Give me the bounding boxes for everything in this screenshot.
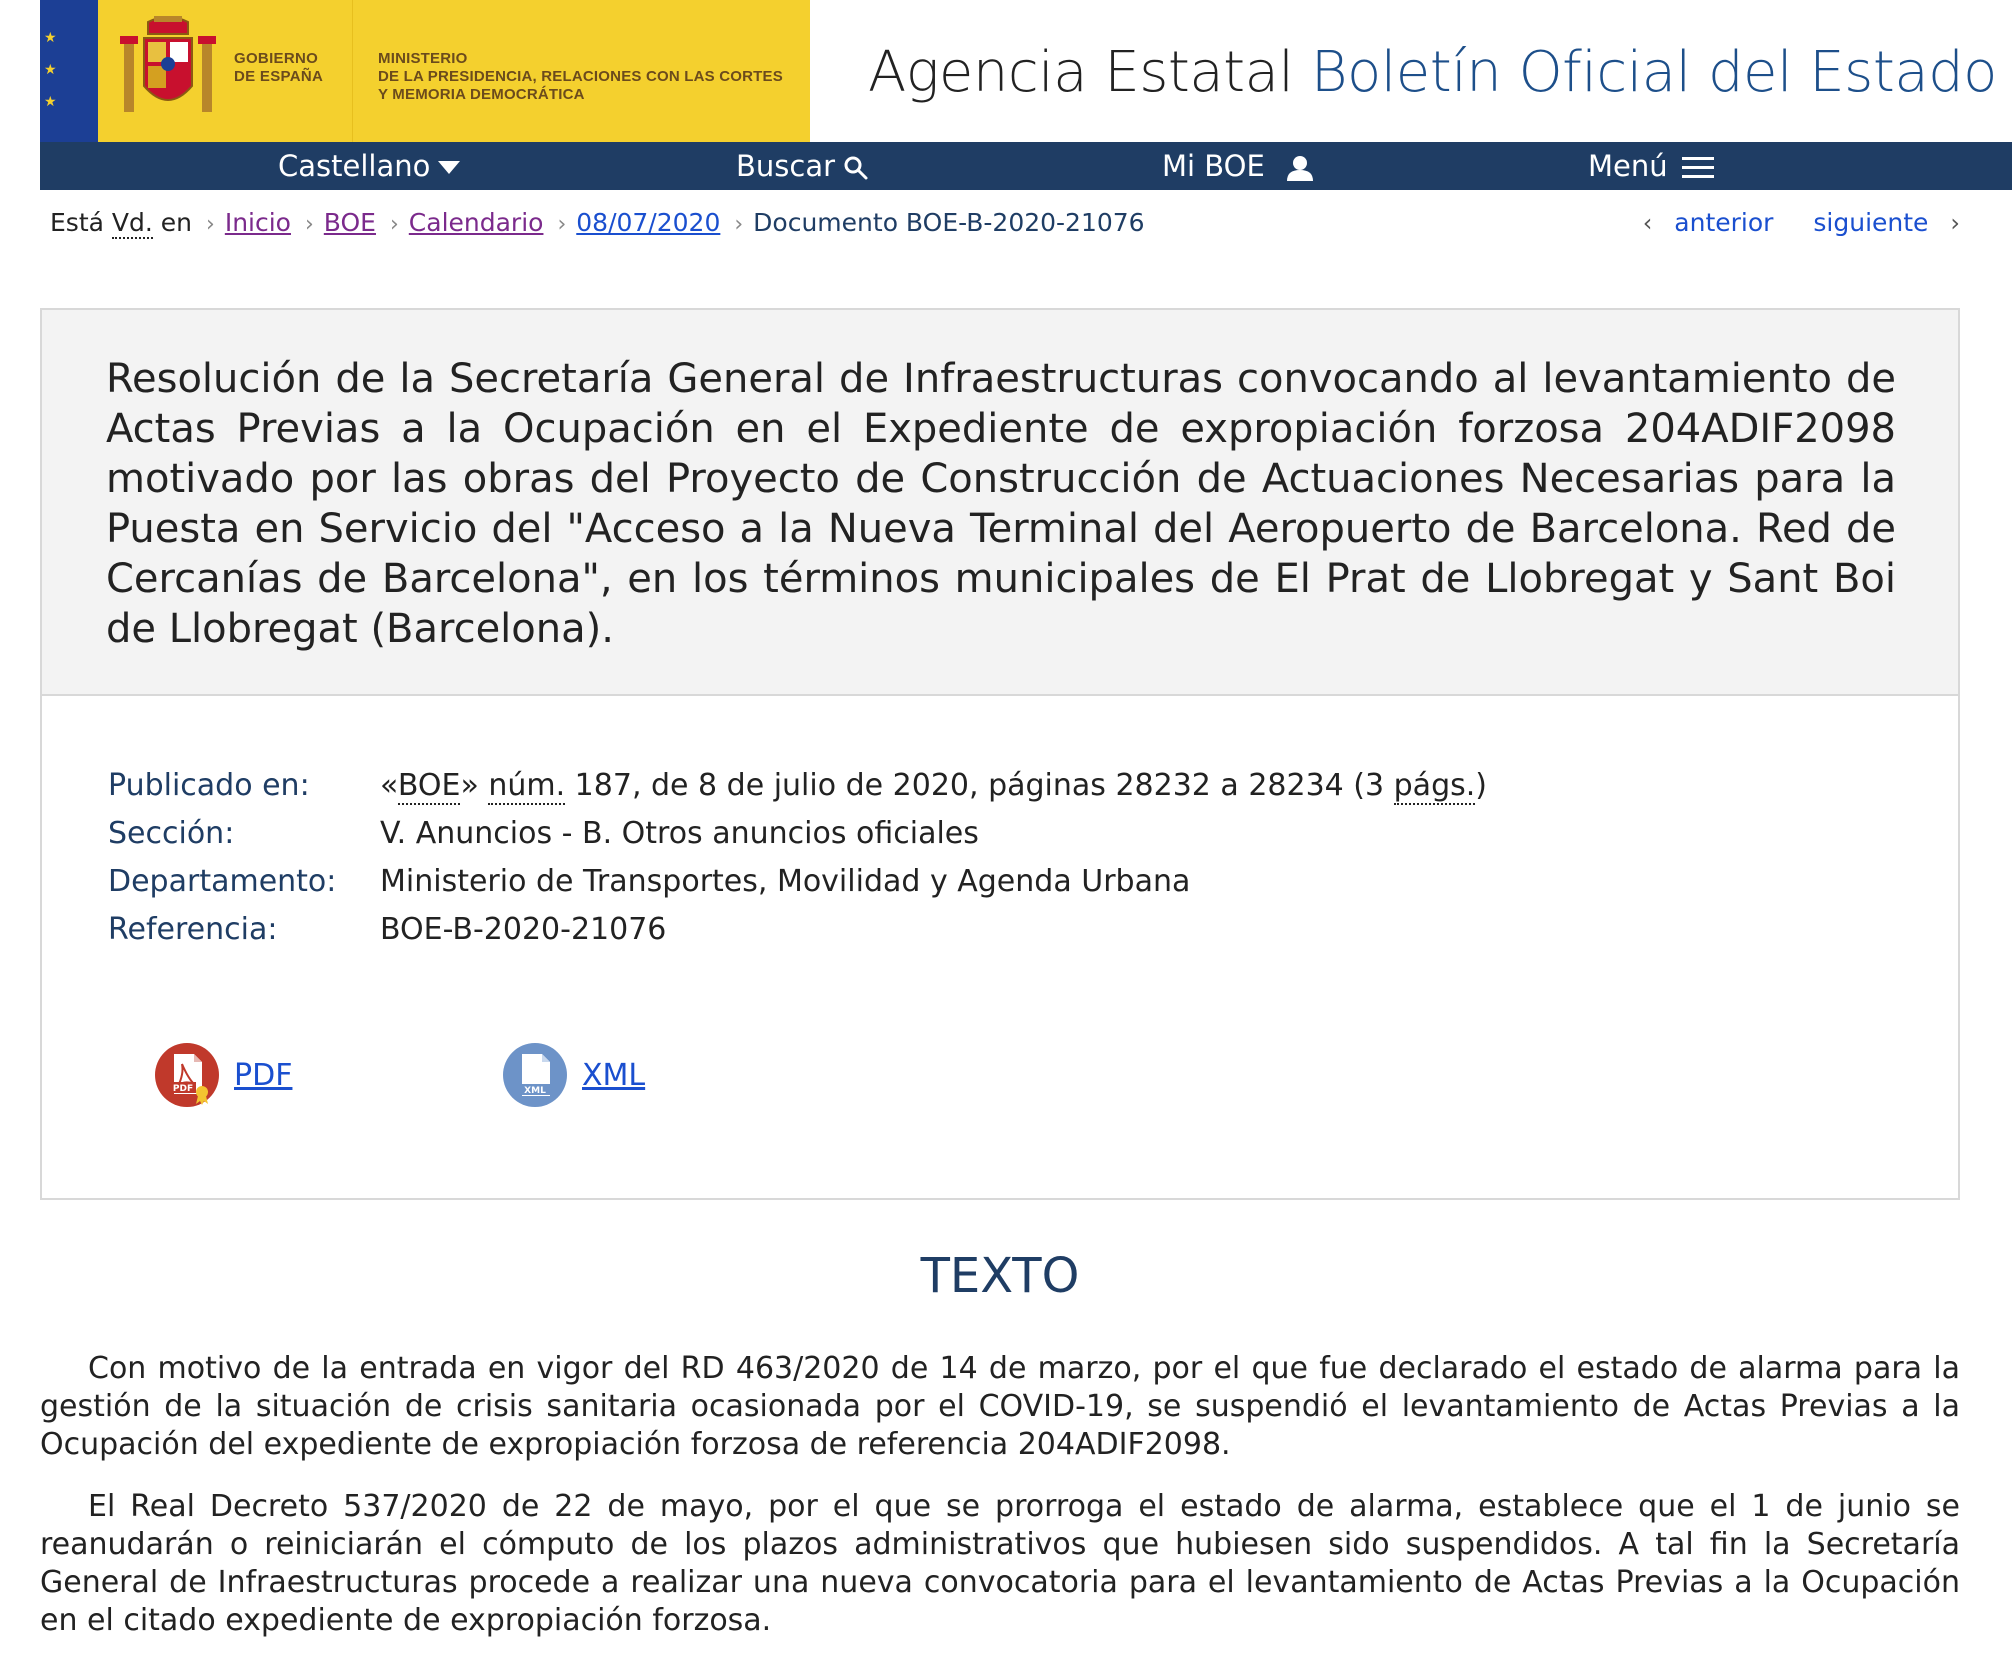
- meta-label: Departamento:: [108, 864, 337, 899]
- chevron-right-icon: ›: [304, 212, 314, 237]
- meta-label: Referencia:: [108, 912, 278, 947]
- chevron-right-icon: ›: [734, 212, 744, 237]
- caret-down-icon: [438, 161, 460, 175]
- document-metadata: [108, 762, 1487, 954]
- search-button[interactable]: Buscar: [736, 142, 869, 190]
- num-abbr: núm.: [488, 768, 566, 803]
- svg-text:PDF: PDF: [172, 1084, 194, 1094]
- meta-value-published: «BOE» núm. 187, de 8 de julio de 2020, páginas 28232 a 28234 (3 págs.): [380, 768, 1487, 803]
- site-header: [0, 0, 2012, 142]
- eu-flag-strip: [40, 0, 98, 142]
- document-title-panel: [42, 310, 1958, 696]
- breadcrumb-link-calendario[interactable]: Calendario: [408, 208, 544, 237]
- ministry-label: MINISTERIO DE LA PRESIDENCIA, RELACIONES CON LAS CORTES Y MEMORIA DEMOCRÁTICA: [378, 50, 783, 103]
- pdf-icon[interactable]: [154, 1042, 220, 1108]
- chevron-right-icon: ›: [557, 212, 567, 237]
- document-pager: [1643, 205, 1960, 241]
- meta-row-department: [108, 858, 1487, 906]
- meta-value-reference: BOE-B-2020-21076: [380, 912, 667, 947]
- previous-link[interactable]: anterior: [1674, 208, 1774, 237]
- boe-abbr: BOE: [397, 768, 461, 803]
- meta-row-published: [108, 762, 1487, 810]
- meta-value-section: V. Anuncios - B. Otros anuncios oficiales: [380, 816, 979, 851]
- chevron-right-icon: ›: [206, 212, 215, 237]
- agency-title-highlight: Boletín Oficial del Estado: [1310, 40, 1997, 105]
- document-title: Resolución de la Secretaría General de Infraestructuras convocando al levantamiento de Actas Previas a la Ocupación en el Expediente de expropiación forzosa 204ADIF2098 motivado por las obras del Proyecto de Construcción de Actuaciones Necesarias para la Puesta en Servicio del "Acceso a la Nueva Terminal del Aeropuerto de Barcelona. Red de Cercanías de Barcelona", en los términos municipales de El Prat de Llobregat y Sant Boi de Llobregat (Barcelona).: [106, 356, 1896, 652]
- star-icon: ★: [44, 30, 57, 46]
- download-xml[interactable]: [502, 1040, 645, 1110]
- text-paragraph: El Real Decreto 537/2020 de 22 de mayo, por el que se prorroga el estado de alarma, establece que el 1 de junio se reanudarán o reiniciarán el cómputo de los plazos administrativos que hubiesen sido suspendidos. A tal fin la Secretaría General de Infraestructuras procede a realizar una nueva convocatoria para el levantamiento de Actas Previas a la Ocupación en el citado expediente de expropiación forzosa.: [40, 1489, 1960, 1638]
- meta-value-department: Ministerio de Transportes, Movilidad y Agenda Urbana: [380, 864, 1191, 899]
- text-paragraph: Con motivo de la entrada en vigor del RD 463/2020 de 14 de marzo, por el que fue declarado el estado de alarma para la gestión de la situación de crisis sanitaria ocasionada por el COVID-19, se suspendió el levantamiento de Actas Previas a la Ocupación del expediente de expropiación forzosa de referencia 204ADIF2098.: [40, 1351, 1960, 1462]
- meta-label: Sección:: [108, 816, 235, 851]
- breadcrumb-link-boe[interactable]: BOE: [323, 208, 376, 237]
- chevron-right-icon: ›: [1950, 209, 1960, 237]
- pdf-link[interactable]: PDF: [234, 1057, 293, 1093]
- mi-boe-button[interactable]: Mi BOE: [1162, 142, 1317, 190]
- hamburger-menu-icon: [1682, 155, 1716, 181]
- document-summary: [40, 308, 1960, 1200]
- user-icon: [1283, 155, 1317, 181]
- government-label: GOBIERNO DE ESPAÑA: [234, 50, 324, 85]
- chevron-right-icon: ›: [389, 212, 399, 237]
- search-icon: [843, 155, 869, 181]
- breadcrumb: [50, 205, 1145, 241]
- meta-row-reference: [108, 906, 1487, 954]
- meta-label: Publicado en:: [108, 768, 310, 803]
- menu-button[interactable]: Menú: [1588, 142, 1716, 190]
- star-icon: ★: [44, 94, 57, 110]
- banner-divider: [352, 0, 353, 142]
- breadcrumb-link-date[interactable]: 08/07/2020: [576, 208, 721, 237]
- breadcrumb-current: Documento BOE-B-2020-21076: [753, 208, 1145, 237]
- svg-text:XML: XML: [524, 1086, 546, 1096]
- next-link[interactable]: siguiente: [1813, 208, 1929, 237]
- xml-link[interactable]: XML: [582, 1057, 646, 1093]
- chevron-left-icon: ‹: [1642, 209, 1653, 237]
- agency-title[interactable]: [868, 40, 1997, 105]
- download-pdf[interactable]: [154, 1040, 292, 1110]
- coat-of-arms-icon: [118, 14, 218, 126]
- pags-abbr: págs.: [1393, 768, 1476, 803]
- breadcrumb-abbr: Vd.: [111, 208, 153, 237]
- star-icon: ★: [44, 62, 57, 78]
- breadcrumb-prefix: Está Vd. en: [50, 208, 193, 237]
- xml-icon[interactable]: [502, 1042, 568, 1108]
- agency-title-plain: Agencia Estatal: [868, 40, 1294, 105]
- language-selector[interactable]: Castellano: [278, 142, 460, 190]
- texto-heading: TEXTO: [920, 1248, 1080, 1304]
- meta-row-section: [108, 810, 1487, 858]
- breadcrumb-link-inicio[interactable]: Inicio: [224, 208, 291, 237]
- main-navigation: [40, 142, 2012, 190]
